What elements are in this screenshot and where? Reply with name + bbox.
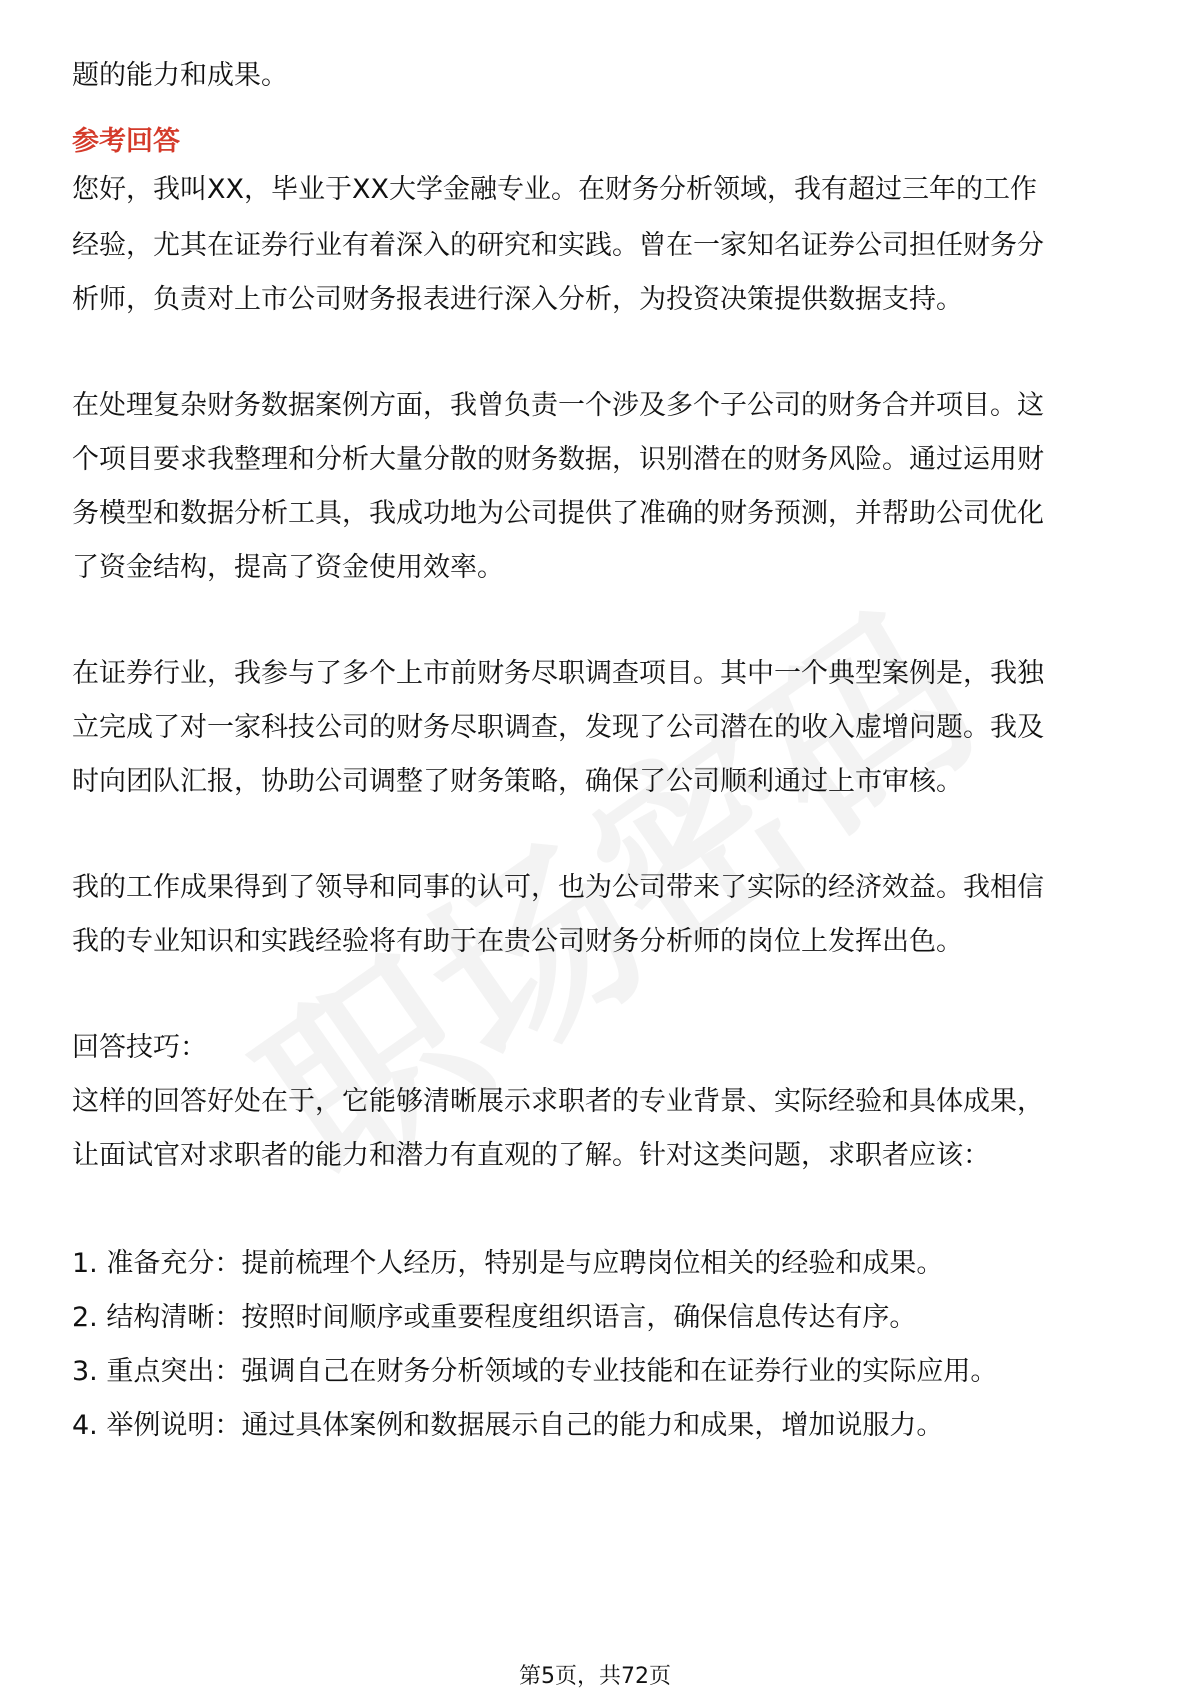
paragraph-line: 在处理复杂财务数据案例方面，我曾负责一个涉及多个子公司的财务合并项目。这: [72, 390, 1044, 421]
paragraph-line: 在证券行业，我参与了多个上市前财务尽职调查项目。其中一个典型案例是，我独: [72, 658, 1044, 689]
paragraph-line: 析师，负责对上市公司财务报表进行深入分析，为投资决策提供数据支持。: [72, 284, 963, 315]
page-footer: 第5页，共72页: [519, 1664, 671, 1689]
intro-tail: 题的能力和成果。: [72, 60, 288, 91]
tip-item: 1. 准备充分：提前梳理个人经历，特别是与应聘岗位相关的经验和成果。: [72, 1248, 944, 1279]
paragraph-line: 经验，尤其在证券行业有着深入的研究和实践。曾在一家知名证券公司担任财务分: [72, 230, 1044, 261]
paragraph-line: 时向团队汇报，协助公司调整了财务策略，确保了公司顺利通过上市审核。: [72, 766, 963, 797]
tip-item: 4. 举例说明：通过具体案例和数据展示自己的能力和成果，增加说服力。: [72, 1410, 944, 1441]
tips-intro-line: 这样的回答好处在于，它能够清晰展示求职者的专业背景、实际经验和具体成果，: [72, 1086, 1044, 1117]
paragraph-line: 立完成了对一家科技公司的财务尽职调查，发现了公司潜在的收入虚增问题。我及: [72, 712, 1044, 743]
paragraph-line: 您好，我叫XX，毕业于XX大学金融专业。在财务分析领域，我有超过三年的工作: [72, 174, 1037, 205]
paragraph-line: 个项目要求我整理和分析大量分散的财务数据，识别潜在的财务风险。通过运用财: [72, 444, 1044, 475]
paragraph-line: 我的工作成果得到了领导和同事的认可，也为公司带来了实际的经济效益。我相信: [72, 872, 1044, 903]
tip-item: 3. 重点突出：强调自己在财务分析领域的专业技能和在证券行业的实际应用。: [72, 1356, 998, 1387]
paragraph-line: 我的专业知识和实践经验将有助于在贵公司财务分析师的岗位上发挥出色。: [72, 926, 963, 957]
paragraph-line: 务模型和数据分析工具，我成功地为公司提供了准确的财务预测，并帮助公司优化: [72, 498, 1044, 529]
answer-heading: 参考回答: [72, 126, 180, 157]
tips-intro-line: 让面试官对求职者的能力和潜力有直观的了解。针对这类问题，求职者应该：: [72, 1140, 990, 1171]
tip-item: 2. 结构清晰：按照时间顺序或重要程度组织语言，确保信息传达有序。: [72, 1302, 917, 1333]
paragraph-line: 了资金结构，提高了资金使用效率。: [72, 552, 504, 583]
tips-heading: 回答技巧：: [72, 1032, 207, 1063]
